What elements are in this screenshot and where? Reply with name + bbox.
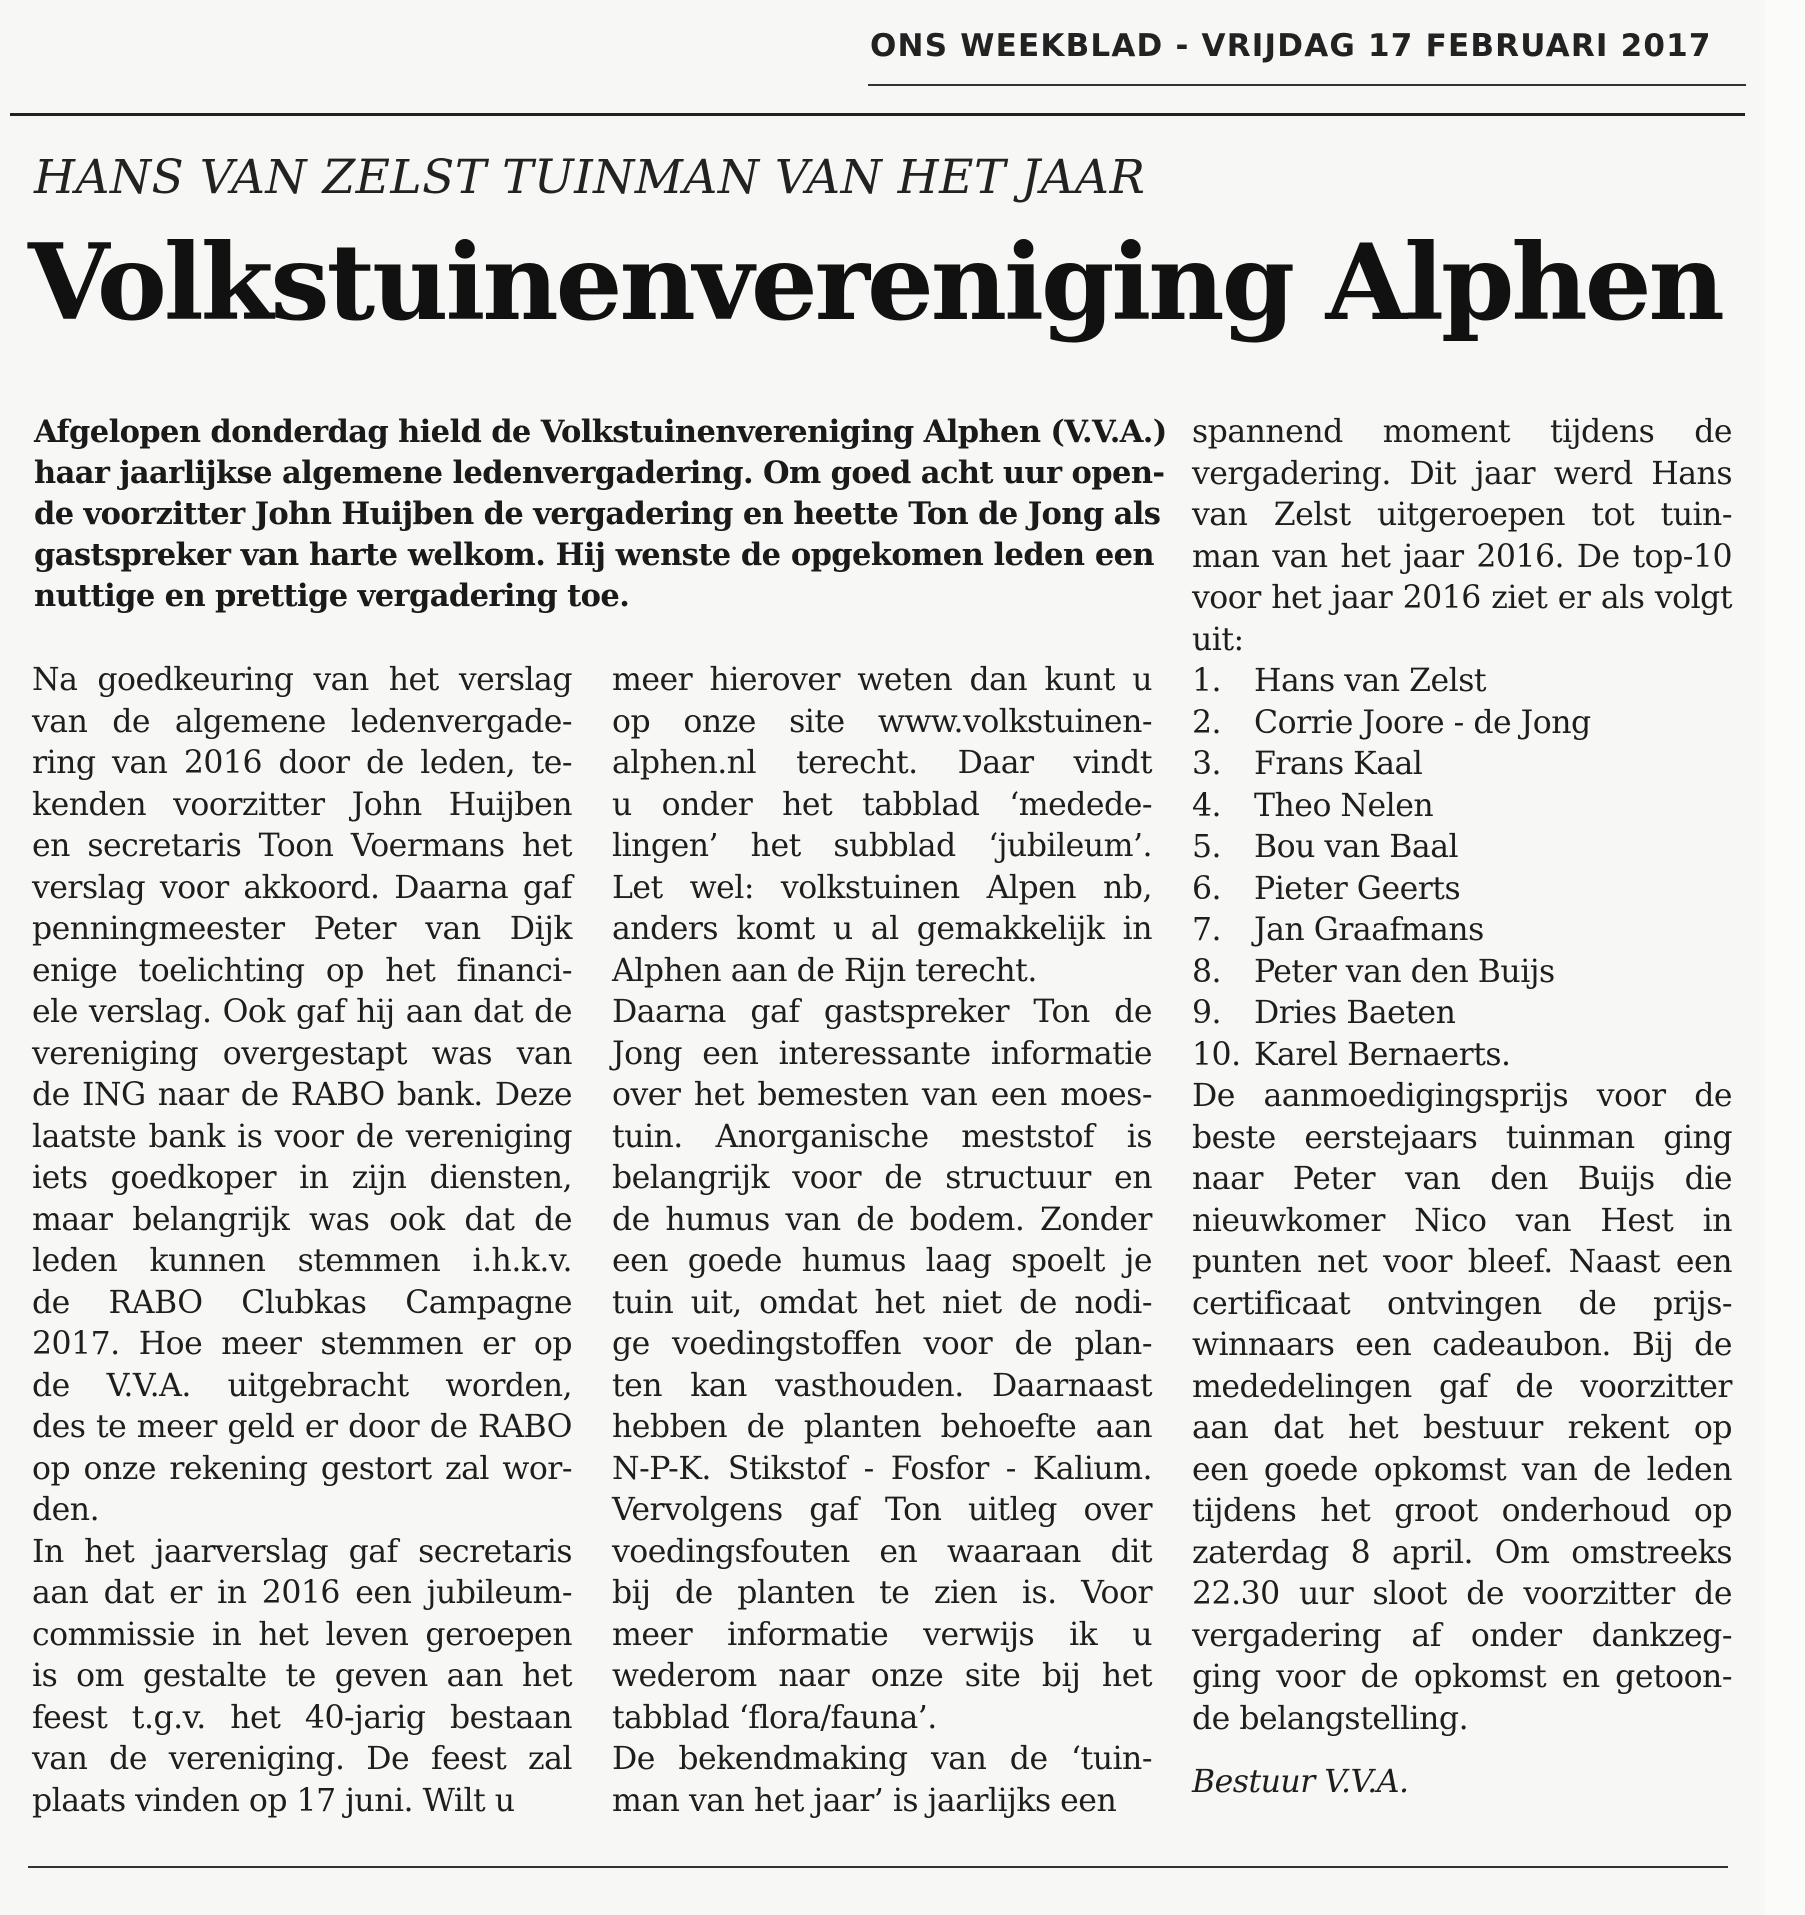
column-3-body [1192, 1076, 1732, 1740]
top10-item [1192, 786, 1732, 828]
text-line: ele verslag. Ook gaf hij aan dat de [32, 994, 572, 1030]
text-line: De aanmoedigingsprijs voor de [1192, 1078, 1732, 1114]
text-line: Daarna gaf gastspreker Ton de [612, 994, 1152, 1030]
top10-item [1192, 744, 1732, 786]
top10-name: Bou van Baal [1254, 829, 1459, 865]
scan-edge [1765, 0, 1805, 1915]
text-line: hebben de planten behoefte aan [612, 1409, 1152, 1445]
text-line: meer informatie verwijs ik u [612, 1616, 1152, 1653]
text-line: ten kan vasthouden. Daarnaast [612, 1367, 1152, 1404]
intro-line: Afgelopen donderdag hield de Volkstuinenvereniging Alphen (V.V.A.) [34, 414, 1167, 450]
text-line: wederom naar onze site bij het [612, 1658, 1152, 1694]
top10-name: Theo Nelen [1254, 787, 1434, 824]
masthead-rule [868, 84, 1746, 86]
text-line: een goede humus laag spoelt je [612, 1243, 1152, 1279]
top10-name: Karel Bernaerts. [1254, 1036, 1511, 1073]
text-line: Na goedkeuring van het verslag [32, 662, 572, 698]
masthead: ONS WEEKBLAD - VRIJDAG 17 FEBRUARI 2017 [870, 28, 1712, 64]
text-line: u onder het tabblad ‘medede- [612, 786, 1152, 823]
top10-name: Pieter Geerts [1254, 870, 1461, 907]
text-line: De bekendmaking van de ‘tuin- [612, 1741, 1152, 1777]
text-line: verslag voor akkoord. Daarna gaf [32, 869, 572, 906]
article-column-3 [1192, 412, 1732, 1804]
top10-rank: 4. [1192, 787, 1222, 824]
text-line: aan dat er in 2016 een jubileum- [32, 1575, 572, 1611]
text-line: laatste bank is voor de vereniging [32, 1118, 572, 1155]
text-line: aan dat het bestuur rekent op [1192, 1410, 1732, 1446]
top10-name: Peter van den Buijs [1254, 953, 1555, 990]
text-line: des te meer geld er door de RABO [32, 1409, 572, 1445]
intro-line: de voorzitter John Huijben de vergadering en heette Ton de Jong als [34, 496, 1161, 532]
top10-name: Frans Kaal [1254, 746, 1423, 782]
signature: Bestuur V.V.A. [1192, 1764, 1409, 1800]
text-line: beste eerstejaars tuinman ging [1192, 1119, 1732, 1156]
text-line: Let wel: volkstuinen Alpen nb, [612, 869, 1152, 906]
text-line: man van het jaar 2016. De top-10 [1192, 538, 1732, 575]
text-line: vereniging overgestapt was van [32, 1035, 572, 1072]
text-line: vergadering af onder dankzeg- [1192, 1617, 1732, 1654]
text-line: enige toelichting op het financi- [32, 952, 572, 989]
text-line: ging voor de opkomst en getoon- [1192, 1659, 1732, 1695]
article-column-2 [612, 660, 1152, 1822]
top10-name: Dries Baeten [1254, 995, 1456, 1031]
text-line: is om gestalte te geven aan het [32, 1658, 572, 1694]
text-line: lingen’ het subblad ‘jubileum’. [612, 828, 1152, 864]
text-line: In het jaarverslag gaf secretaris [32, 1533, 572, 1570]
top10-rank: 1. [1192, 663, 1222, 699]
text-line: maar belangrijk was ook dat de [32, 1201, 572, 1238]
top10-rank: 10. [1192, 1036, 1241, 1073]
top10-rank: 5. [1192, 829, 1222, 865]
text-line: commissie in het leven geroepen [32, 1616, 572, 1653]
text-line: over het bemesten van een moes- [612, 1077, 1152, 1113]
column-3-lead [1192, 412, 1732, 661]
top10-item [1192, 993, 1732, 1035]
text-line: de RABO Clubkas Campagne [32, 1284, 572, 1321]
text-line: Vervolgens gaf Ton uitleg over [612, 1492, 1152, 1528]
text-line: kenden voorzitter John Huijben [32, 786, 572, 823]
top10-name: Jan Graafmans [1254, 912, 1484, 948]
top10-rank: 3. [1192, 746, 1222, 782]
top10-item [1192, 1035, 1732, 1077]
text-line: certificaat ontvingen de prijs- [1192, 1285, 1732, 1322]
text-line: Alphen aan de Rijn terecht. [612, 952, 1037, 989]
top10-rank: 2. [1192, 704, 1222, 741]
top10-item [1192, 910, 1732, 952]
text-line: zaterdag 8 april. Om omstreeks [1192, 1534, 1732, 1571]
intro-line: gastspreker van harte welkom. Hij wenste de opgekomen leden een [34, 537, 1154, 573]
text-line: de belangstelling. [1192, 1700, 1469, 1737]
article-column-1 [32, 660, 572, 1822]
text-line: meer hierover weten dan kunt u [612, 662, 1152, 698]
top10-item [1192, 703, 1732, 745]
text-line: ge voedingstoffen voor de plan- [612, 1326, 1152, 1362]
text-line: leden kunnen stemmen i.h.k.v. [32, 1243, 572, 1279]
top10-list [1192, 661, 1732, 1076]
text-line: N-P-K. Stikstof - Fosfor - Kalium. [612, 1450, 1152, 1487]
text-line: feest t.g.v. het 40-jarig bestaan [32, 1699, 572, 1736]
top10-rank: 8. [1192, 953, 1222, 990]
text-line: tuin uit, omdat het niet de nodi- [612, 1284, 1152, 1321]
text-line: tuin. Anorganische meststof is [612, 1118, 1152, 1155]
text-line: van de vereniging. De feest zal [32, 1741, 572, 1777]
text-line: alphen.nl terecht. Daar vindt [612, 745, 1152, 781]
text-line: op onze site www.volkstuinen- [612, 703, 1152, 740]
top10-rank: 6. [1192, 870, 1222, 907]
text-line: anders komt u al gemakkelijk in [612, 911, 1152, 947]
text-line: punten net voor bleef. Naast een [1192, 1244, 1732, 1280]
top10-item [1192, 661, 1732, 703]
text-line: plaats vinden op 17 juni. Wilt u [32, 1782, 515, 1819]
text-line: tabblad ‘flora/fauna’. [612, 1699, 937, 1736]
top-rule [10, 113, 1745, 116]
text-line: de V.V.A. uitgebracht worden, [32, 1367, 572, 1404]
text-line: de ING naar de RABO bank. Deze [32, 1077, 572, 1113]
text-line: uit: [1192, 621, 1244, 658]
kicker: HANS VAN ZELST TUINMAN VAN HET JAAR [34, 150, 1146, 205]
text-line: voedingsfouten en waaraan dit [612, 1533, 1152, 1570]
text-line: vergadering. Dit jaar werd Hans [1192, 455, 1732, 492]
intro-line: haar jaarlijkse algemene ledenvergadering. Om goed acht uur open- [34, 455, 1165, 491]
text-line: van de algemene ledenvergade- [32, 703, 572, 740]
text-line: de humus van de bodem. Zonder [612, 1201, 1152, 1238]
text-line: bij de planten te zien is. Voor [612, 1575, 1152, 1611]
top10-rank: 7. [1192, 912, 1222, 948]
text-line: van Zelst uitgeroepen tot tuin- [1192, 497, 1732, 533]
text-line: 2017. Hoe meer stemmen er op [32, 1326, 572, 1362]
text-line: iets goedkoper in zijn diensten, [32, 1160, 572, 1196]
bottom-rule [28, 1866, 1728, 1868]
text-line: winnaars een cadeaubon. Bij de [1192, 1327, 1732, 1363]
text-line: Jong een interessante informatie [612, 1035, 1152, 1072]
top10-item [1192, 952, 1732, 994]
top10-name: Hans van Zelst [1254, 663, 1487, 699]
top10-item [1192, 869, 1732, 911]
top10-rank: 9. [1192, 995, 1222, 1031]
text-line: mededelingen gaf de voorzitter [1192, 1368, 1732, 1405]
text-line: nieuwkomer Nico van Hest in [1192, 1202, 1732, 1239]
text-line: op onze rekening gestort zal wor- [32, 1450, 572, 1487]
text-line: 22.30 uur sloot de voorzitter de [1192, 1576, 1732, 1612]
text-line: ring van 2016 door de leden, te- [32, 745, 572, 781]
headline: Volkstuinenvereniging Alphen [28, 220, 1722, 344]
text-line: den. [32, 1492, 100, 1528]
text-line: een goede opkomst van de leden [1192, 1451, 1732, 1488]
text-line: tijdens het groot onderhoud op [1192, 1493, 1732, 1529]
text-line: spannend moment tijdens de [1192, 414, 1732, 450]
text-line: penningmeester Peter van Dijk [32, 911, 572, 947]
text-line: belangrijk voor de structuur en [612, 1160, 1152, 1196]
text-line: voor het jaar 2016 ziet er als volgt [1192, 580, 1732, 616]
intro-paragraph [34, 412, 1167, 617]
top10-item [1192, 827, 1732, 869]
text-line: en secretaris Toon Voermans het [32, 828, 572, 864]
intro-line: nuttige en prettige vergadering toe. [34, 578, 630, 614]
text-line: man van het jaar’ is jaarlijks een [612, 1782, 1117, 1819]
top10-name: Corrie Joore - de Jong [1254, 704, 1591, 741]
text-line: naar Peter van den Buijs die [1192, 1161, 1732, 1197]
